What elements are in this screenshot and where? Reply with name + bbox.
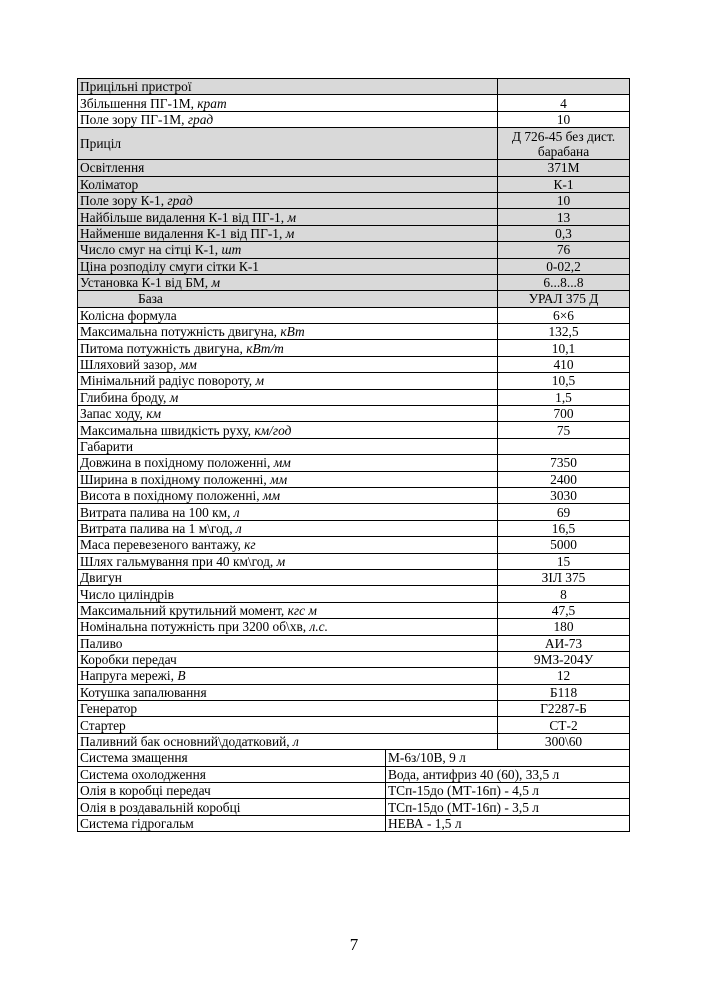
parameter-value: 0,3 <box>498 225 630 241</box>
parameter-unit: л.с. <box>309 619 328 635</box>
parameter-label <box>78 438 498 454</box>
table-row <box>78 553 630 569</box>
parameter-value: 0-02,2 <box>498 258 630 274</box>
parameter-unit: л <box>293 734 299 750</box>
parameter-unit: кг <box>244 537 256 553</box>
parameter-value: 15 <box>498 553 630 569</box>
table-row <box>78 225 630 241</box>
parameter-value: Д 726-45 без дист. барабана <box>498 128 630 160</box>
parameter-text: Витрата палива на 100 км, <box>80 504 234 520</box>
parameter-text: Двигун <box>80 570 122 586</box>
parameter-label <box>78 160 498 176</box>
parameter-text: Максимальна швидкість руху, <box>80 422 255 438</box>
parameter-text: Висота в похідному положенні, <box>80 488 263 504</box>
table-row <box>78 406 630 422</box>
parameter-label <box>78 356 498 372</box>
parameter-label <box>78 373 498 389</box>
parameter-value: 3030 <box>498 487 630 503</box>
parameter-value: Г2287-Б <box>498 701 630 717</box>
parameter-text: Котушка запалювання <box>80 684 207 700</box>
parameter-value: 6...8...8 <box>498 274 630 290</box>
table-row <box>78 750 630 766</box>
parameter-text: Ціна розподілу смуги сітки К-1 <box>80 258 260 274</box>
parameter-label <box>78 95 498 111</box>
parameter-label <box>78 111 498 127</box>
parameter-unit: мм <box>273 455 291 471</box>
parameter-unit: град <box>167 193 193 209</box>
parameter-value: ЗІЛ 375 <box>498 569 630 585</box>
system-label: Система охолодження <box>78 766 386 782</box>
parameter-value: 10,1 <box>498 340 630 356</box>
parameter-text: Освітлення <box>80 160 145 176</box>
parameter-text: Коробки передач <box>80 652 177 668</box>
parameter-value <box>498 79 630 95</box>
parameter-label <box>78 406 498 422</box>
parameter-unit: л <box>235 520 242 536</box>
parameter-text: Шляховий зазор, <box>80 357 180 373</box>
table-row <box>78 160 630 176</box>
table-row <box>78 455 630 471</box>
system-label: Олія в коробці передач <box>78 783 386 799</box>
parameter-unit: шт <box>221 242 242 258</box>
table-row <box>78 799 630 815</box>
parameter-unit: м <box>287 209 296 225</box>
table-row <box>78 209 630 225</box>
parameter-label <box>78 520 498 536</box>
parameter-text: Установка К-1 від БМ, <box>80 275 212 291</box>
parameter-value: К-1 <box>498 176 630 192</box>
parameter-label <box>78 324 498 340</box>
parameter-unit: кВт <box>280 324 305 340</box>
parameter-label <box>78 635 498 651</box>
table-row <box>78 668 630 684</box>
parameter-unit: км <box>146 406 162 422</box>
parameter-label <box>78 274 498 290</box>
parameter-label <box>78 684 498 700</box>
parameter-label <box>78 487 498 503</box>
parameter-value: УРАЛ 375 Д <box>498 291 630 307</box>
table-row <box>78 128 630 160</box>
parameter-value: АИ-73 <box>498 635 630 651</box>
parameter-value: 5000 <box>498 537 630 553</box>
parameter-unit: км/год <box>254 422 292 438</box>
system-value: ТСп-15до (МТ-16п) - 4,5 л <box>386 783 630 799</box>
parameter-text: Напруга мережі, <box>80 668 178 684</box>
parameter-label <box>78 717 498 733</box>
table-row <box>78 586 630 602</box>
table-row <box>78 324 630 340</box>
system-value: НЕВА - 1,5 л <box>386 815 630 831</box>
parameter-label <box>78 471 498 487</box>
parameter-value: 132,5 <box>498 324 630 340</box>
parameter-label <box>78 192 498 208</box>
parameter-value: СТ-2 <box>498 717 630 733</box>
page-number: 7 <box>349 935 359 954</box>
parameter-label <box>78 340 498 356</box>
parameter-text: Поле зору К-1, <box>80 193 168 209</box>
parameter-text: Генератор <box>80 701 138 717</box>
parameter-label <box>78 291 498 307</box>
parameter-label <box>78 537 498 553</box>
parameter-label <box>78 455 498 471</box>
parameter-value: 47,5 <box>498 602 630 618</box>
parameter-text: Максимальна потужність двигуна, <box>80 324 281 340</box>
parameter-unit: крат <box>197 95 227 111</box>
parameter-value: 10,5 <box>498 373 630 389</box>
parameter-unit: мм <box>262 488 281 504</box>
table-row <box>78 274 630 290</box>
system-value: Вода, антифриз 40 (60), 33,5 л <box>386 766 630 782</box>
table-row <box>78 258 630 274</box>
table-row <box>78 537 630 553</box>
parameter-value: 12 <box>498 668 630 684</box>
parameter-text: Прицільні пристрої <box>80 79 192 95</box>
parameter-unit: м <box>285 225 295 241</box>
parameter-text: Паливний бак основний\додатковий, <box>80 734 293 750</box>
parameter-label <box>78 701 498 717</box>
parameter-label <box>78 176 498 192</box>
parameter-label <box>78 389 498 405</box>
table-row <box>78 356 630 372</box>
parameter-value: 8 <box>498 586 630 602</box>
parameter-label <box>78 651 498 667</box>
parameter-label <box>78 258 498 274</box>
table-row <box>78 717 630 733</box>
table-row <box>78 95 630 111</box>
table-row <box>78 733 630 749</box>
parameter-value: 75 <box>498 422 630 438</box>
parameter-unit: кВт/т <box>246 340 284 356</box>
parameter-unit: м <box>255 373 265 389</box>
system-value: М-6з/10В, 9 л <box>386 750 630 766</box>
parameter-text: Довжина в похідному положенні, <box>80 455 274 471</box>
parameter-value: 9МЗ-204У <box>498 651 630 667</box>
parameter-unit: мм <box>270 471 288 487</box>
parameter-unit: л <box>233 504 240 520</box>
parameter-label <box>78 504 498 520</box>
table-row <box>78 635 630 651</box>
parameter-text: Запас ходу, <box>80 406 147 422</box>
table-row <box>78 192 630 208</box>
parameter-text: Найбільше видалення К-1 від ПГ-1, <box>80 209 288 225</box>
parameter-label <box>78 668 498 684</box>
parameter-value: 410 <box>498 356 630 372</box>
parameter-unit: м <box>276 553 286 569</box>
table-row <box>78 504 630 520</box>
table-row <box>78 438 630 454</box>
parameter-text: Витрата палива на 1 м\год, <box>80 520 236 536</box>
specification-table <box>77 78 630 832</box>
parameter-text: Ширина в похідному положенні, <box>80 471 271 487</box>
parameter-text: Стартер <box>80 717 126 733</box>
parameter-value: 10 <box>498 111 630 127</box>
parameter-label <box>78 128 498 160</box>
table-row <box>78 422 630 438</box>
parameter-text: Паливо <box>80 635 123 651</box>
parameter-text: Максимальний крутильний момент, <box>80 602 288 618</box>
parameter-text: Колісна формула <box>80 307 177 323</box>
parameter-label <box>78 602 498 618</box>
parameter-text: Шлях гальмування при 40 км\год, <box>80 553 277 569</box>
parameter-text: Число циліндрів <box>80 586 174 602</box>
parameter-value: 300\60 <box>498 733 630 749</box>
parameter-value: 7350 <box>498 455 630 471</box>
parameter-label <box>78 569 498 585</box>
parameter-unit: мм <box>179 357 197 373</box>
table-row <box>78 701 630 717</box>
parameter-value: Б118 <box>498 684 630 700</box>
parameter-unit: м <box>169 389 179 405</box>
parameter-value <box>498 438 630 454</box>
parameter-text: База <box>138 291 163 307</box>
table-row <box>78 340 630 356</box>
table-row <box>78 520 630 536</box>
table-row <box>78 389 630 405</box>
parameter-value: 6×6 <box>498 307 630 323</box>
parameter-value: 13 <box>498 209 630 225</box>
parameter-value: 10 <box>498 192 630 208</box>
table-row <box>78 373 630 389</box>
parameter-text: Збільшення ПГ-1М, <box>80 95 198 111</box>
table-row <box>78 569 630 585</box>
parameter-label <box>78 225 498 241</box>
parameter-value: 1,5 <box>498 389 630 405</box>
parameter-unit: град <box>187 111 214 127</box>
parameter-label <box>78 553 498 569</box>
table-row <box>78 307 630 323</box>
parameter-value: 69 <box>498 504 630 520</box>
parameter-label <box>78 586 498 602</box>
table-row <box>78 651 630 667</box>
table-row <box>78 291 630 307</box>
parameter-label <box>78 79 498 95</box>
system-label: Система гідрогальм <box>78 815 386 831</box>
parameter-label <box>78 733 498 749</box>
parameter-text: Число смуг на сітці К-1, <box>80 242 222 258</box>
table-row <box>78 783 630 799</box>
parameter-label <box>78 619 498 635</box>
parameter-label <box>78 307 498 323</box>
parameter-value: 180 <box>498 619 630 635</box>
table-row <box>78 242 630 258</box>
parameter-unit: В <box>177 668 186 684</box>
parameter-unit: м <box>211 275 221 291</box>
parameter-value: 16,5 <box>498 520 630 536</box>
system-label: Система змащення <box>78 750 386 766</box>
parameter-label <box>78 242 498 258</box>
parameter-unit: кгс м <box>287 602 317 618</box>
table-row <box>78 619 630 635</box>
parameter-text: Мінімальний радіус повороту, <box>80 373 256 389</box>
table-row <box>78 684 630 700</box>
parameter-text: Питома потужність двигуна, <box>80 340 247 356</box>
parameter-text: Маса перевезеного вантажу, <box>80 537 245 553</box>
parameter-value: 76 <box>498 242 630 258</box>
table-row <box>78 471 630 487</box>
table-row <box>78 766 630 782</box>
table-row <box>78 79 630 95</box>
parameter-label <box>78 422 498 438</box>
parameter-text: Найменше видалення К-1 від ПГ-1, <box>80 225 286 241</box>
table-row <box>78 815 630 831</box>
parameter-value: 4 <box>498 95 630 111</box>
parameter-text: Габарити <box>80 439 133 454</box>
table-row <box>78 602 630 618</box>
system-value: ТСп-15до (МТ-16п) - 3,5 л <box>386 799 630 815</box>
parameter-text: Поле зору ПГ-1М, <box>80 111 188 127</box>
parameter-value: 371М <box>498 160 630 176</box>
table-row <box>78 176 630 192</box>
parameter-label <box>78 209 498 225</box>
parameter-value: 2400 <box>498 471 630 487</box>
system-label: Олія в роздавальній коробці <box>78 799 386 815</box>
parameter-text: Номінальна потужність при 3200 об\хв, <box>80 619 310 635</box>
parameter-value: 700 <box>498 406 630 422</box>
parameter-text: Приціл <box>80 136 122 152</box>
parameter-text: Коліматор <box>80 176 139 192</box>
table-row <box>78 487 630 503</box>
table-row <box>78 111 630 127</box>
parameter-text: Глибина броду, <box>80 389 170 405</box>
